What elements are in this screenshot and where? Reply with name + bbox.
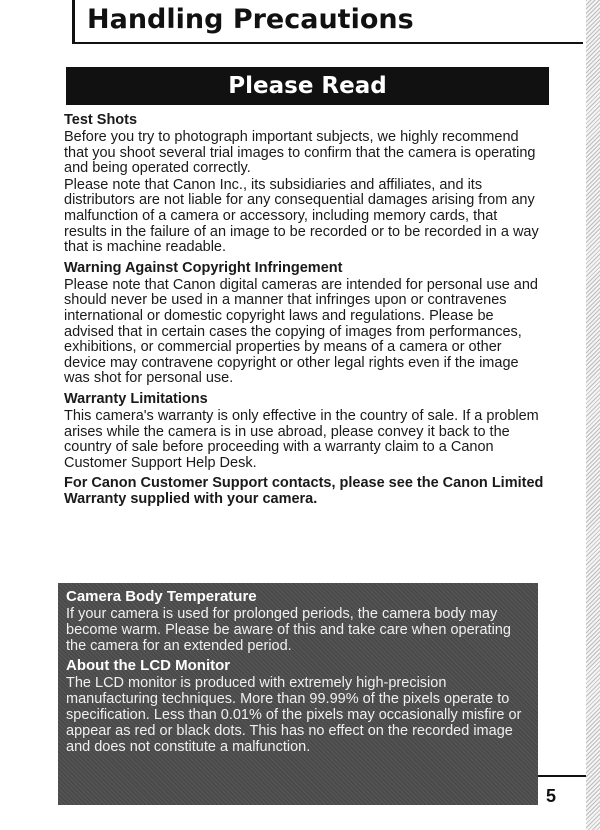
main-content — [64, 108, 544, 507]
page-number-rule — [538, 775, 586, 777]
page-edge-pattern — [586, 0, 600, 830]
please-read-banner: Please Read — [66, 67, 549, 105]
section-heading: Test Shots — [64, 112, 138, 128]
section-warranty — [64, 391, 544, 471]
notice-heading-lcd: About the LCD Monitor — [66, 657, 231, 675]
notice-box — [58, 583, 538, 805]
section-copyright — [64, 260, 544, 387]
notice-text-lcd: The LCD monitor is produced with extremely high-precision manufacturing techniques. More than 99.99% of the pixels operate to specification. Less than 0.01% of the pixels may occasionally misfire or appear as red or black dots. This has no effect on the recorded image and does not constitute a malfunction. — [66, 675, 522, 755]
notice-text-temperature: If your camera is used for prolonged periods, the camera body may become warm. Please be aware of this and take care when operating the camera for an extended period. — [66, 606, 511, 654]
section-heading: Warning Against Copyright Infringement — [64, 259, 343, 276]
section-paragraph: Please note that Canon digital cameras are intended for personal use and should never be used in a manner that infringes upon or contravenes international or domestic copyright laws and regulations. Please be advised that in certain cases the copying of images from performances, exhibitions, or commercial properties by means of a camera or other device may contravene copyright or other legal rights even if the image was shot for personal use. — [64, 276, 538, 387]
section-test-shots — [64, 112, 544, 256]
section-paragraph: Please note that Canon Inc., its subsidiaries and affiliates, and its distributors are not liable for any consequential damages arising from any malfunction of a camera or accessory, including memory cards, that results in the failure of an image to be recorded or to be recorded in a way that is machine readable. — [64, 176, 539, 256]
notice-heading-temperature: Camera Body Temperature — [66, 588, 257, 605]
support-note: For Canon Customer Support contacts, please see the Canon Limited Warranty supplied with your camera. — [64, 475, 544, 508]
page-number: 5 — [546, 786, 557, 806]
section-heading: Warranty Limitations — [64, 390, 208, 407]
section-paragraph: This camera's warranty is only effective in the country of sale. If a problem arises while the camera is in use abroad, please convey it back to the country of sale before proceeding with a warranty claim to a Canon Customer Support Help Desk. — [64, 407, 539, 471]
page-title: Handling Precautions — [87, 4, 414, 35]
title-bar — [72, 0, 583, 44]
notice-box-inner — [58, 583, 538, 763]
section-paragraph: Before you try to photograph important subjects, we highly recommend that you shoot several trial images to confirm that the camera is operating and being operated correctly. — [64, 129, 536, 177]
